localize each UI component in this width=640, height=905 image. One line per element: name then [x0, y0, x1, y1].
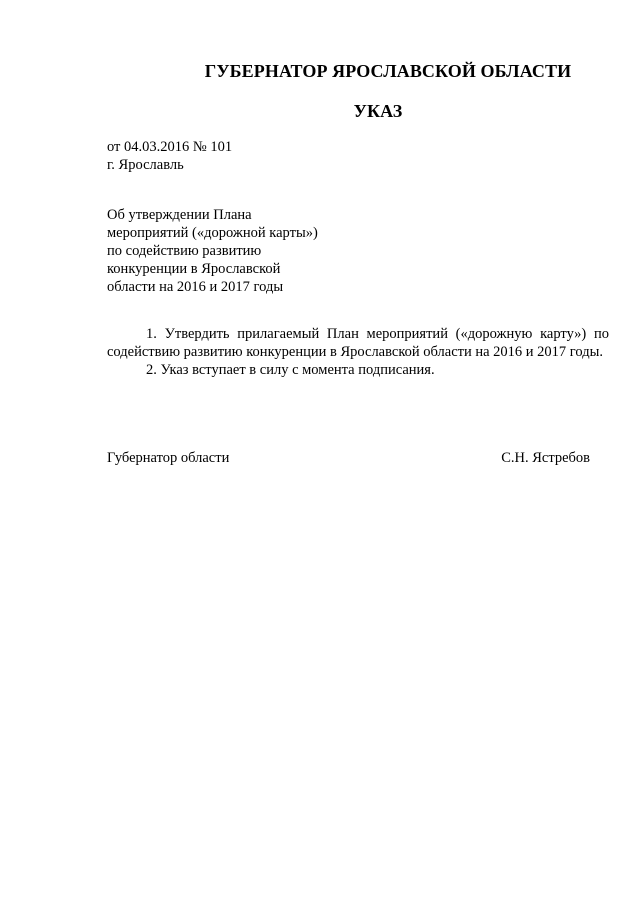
signatory-position: Губернатор области	[107, 450, 230, 466]
paragraph-2: 2. Указ вступает в силу с момента подписания.	[146, 362, 435, 378]
paragraph-1: 1. Утвердить прилагаемый План мероприятий («дорожную карту») по содействию развитию конкуренции в Ярославской области на 2016 и 2017 годы.	[107, 326, 609, 360]
title-line: по содействию развитию	[107, 243, 262, 259]
doc-type-heading: УКАЗ	[353, 101, 403, 121]
title-line: мероприятий («дорожной карты»)	[107, 225, 318, 241]
decree-body	[107, 325, 609, 379]
authority-heading: ГУБЕРНАТОР ЯРОСЛАВСКОЙ ОБЛАСТИ	[204, 61, 572, 81]
signature-block	[107, 449, 590, 467]
title-line: Об утверждении Плана	[107, 207, 252, 223]
document-meta	[107, 138, 232, 174]
date-number: от 04.03.2016 № 101	[107, 139, 233, 155]
city: г. Ярославль	[107, 157, 184, 173]
title-line: области на 2016 и 2017 годы	[107, 279, 284, 295]
title-line: конкуренции в Ярославской	[107, 261, 281, 277]
signatory-name: С.Н. Ястребов	[501, 450, 590, 466]
decree-title	[107, 206, 367, 296]
